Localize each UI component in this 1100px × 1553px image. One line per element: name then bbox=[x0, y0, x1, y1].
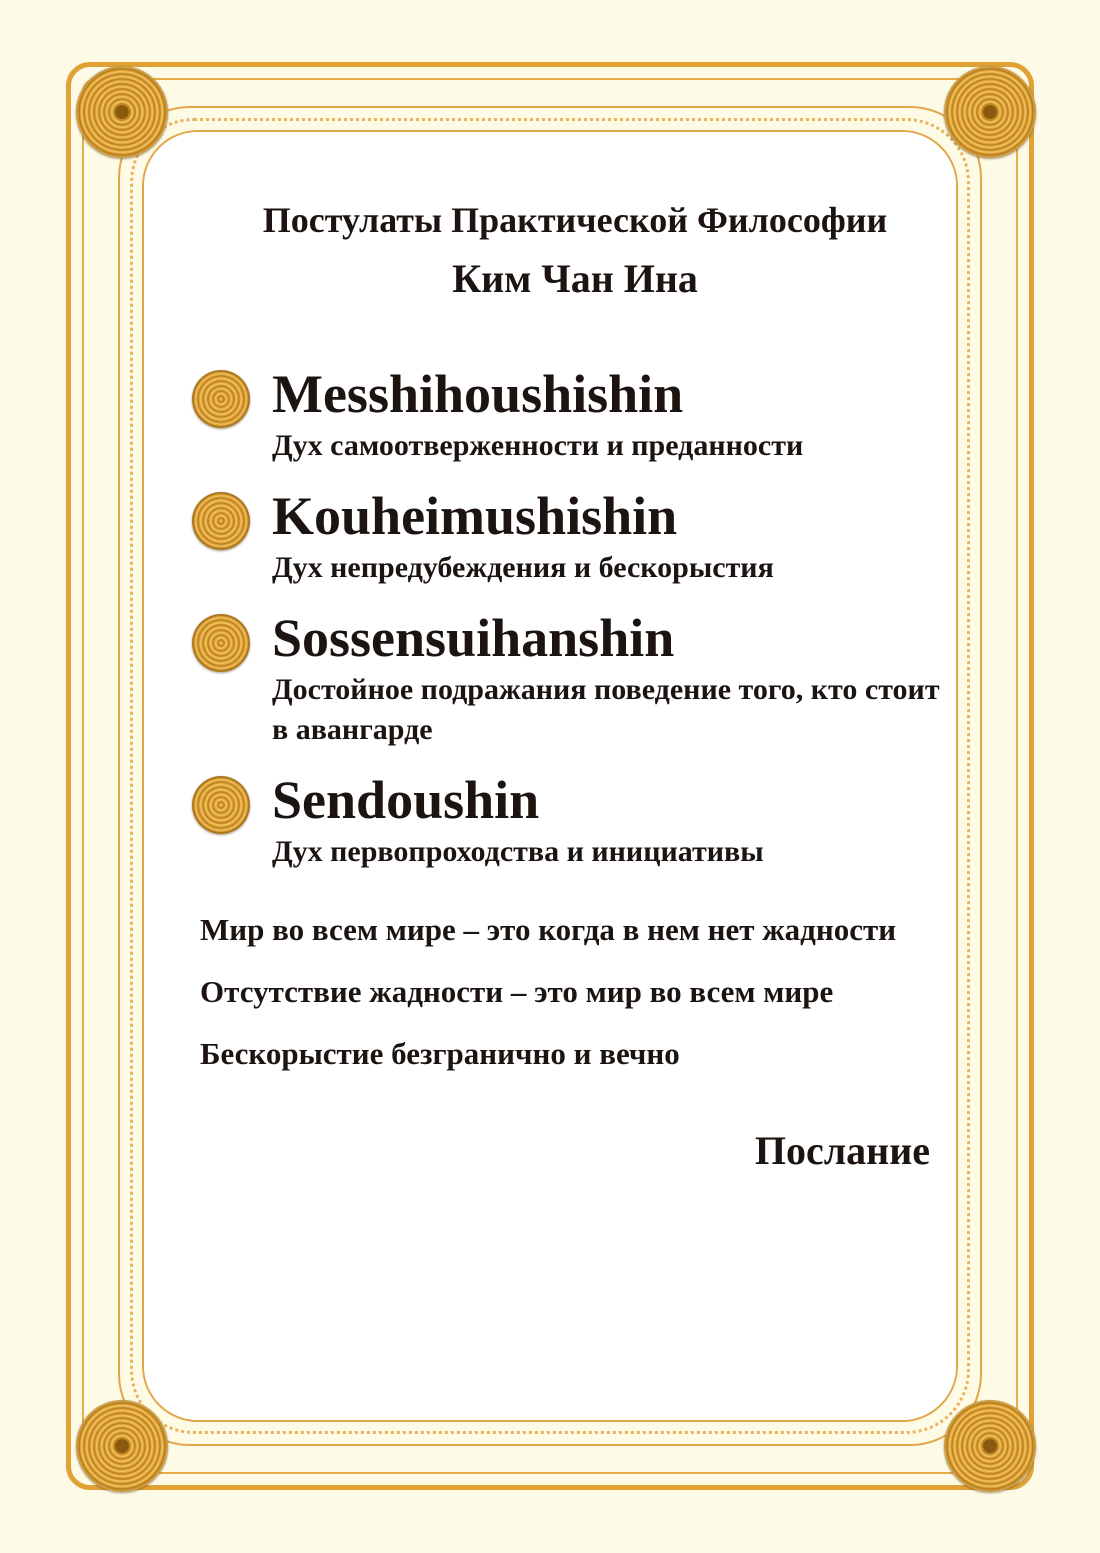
postulate-item bbox=[200, 486, 940, 588]
postulates-list bbox=[200, 364, 940, 872]
postulate-item bbox=[200, 364, 940, 466]
bullet-medallion-icon bbox=[192, 370, 250, 428]
postulate-description: Достойное подражания поведение того, кто стоит в авангарде bbox=[272, 673, 940, 746]
postulate-item bbox=[200, 770, 940, 872]
corner-medallion-icon bbox=[76, 66, 168, 158]
document-content bbox=[200, 196, 940, 1176]
corner-medallion-icon bbox=[944, 66, 1036, 158]
postulate-description: Дух непредубеждения и бескорыстия bbox=[272, 551, 774, 584]
sayings-list bbox=[200, 906, 940, 1078]
page-subtitle-author: Ким Чан Ина bbox=[452, 256, 698, 301]
postulate-description: Дух первопроходства и инициативы bbox=[272, 835, 764, 868]
postulate-item bbox=[200, 608, 940, 750]
bullet-medallion-icon bbox=[192, 614, 250, 672]
postulate-name: Messhihoushishin bbox=[272, 364, 684, 424]
page-title: Постулаты Практической Философии bbox=[262, 200, 888, 240]
saying-line: Мир во всем мире – это когда в нем нет жадности bbox=[200, 912, 897, 947]
corner-medallion-icon bbox=[944, 1400, 1036, 1492]
postulate-description: Дух самоотверженности и преданности bbox=[272, 429, 804, 462]
bullet-medallion-icon bbox=[192, 492, 250, 550]
postulate-name: Sossensuihanshin bbox=[272, 608, 675, 668]
saying-line: Отсутствие жадности – это мир во всем мире bbox=[200, 974, 834, 1009]
saying-line: Бескорыстие безгранично и вечно bbox=[200, 1036, 680, 1071]
corner-medallion-icon bbox=[76, 1400, 168, 1492]
signature-label: Послание bbox=[754, 1128, 930, 1173]
postulate-name: Kouheimushishin bbox=[272, 486, 678, 546]
bullet-medallion-icon bbox=[192, 776, 250, 834]
postulate-name: Sendoushin bbox=[272, 770, 540, 830]
